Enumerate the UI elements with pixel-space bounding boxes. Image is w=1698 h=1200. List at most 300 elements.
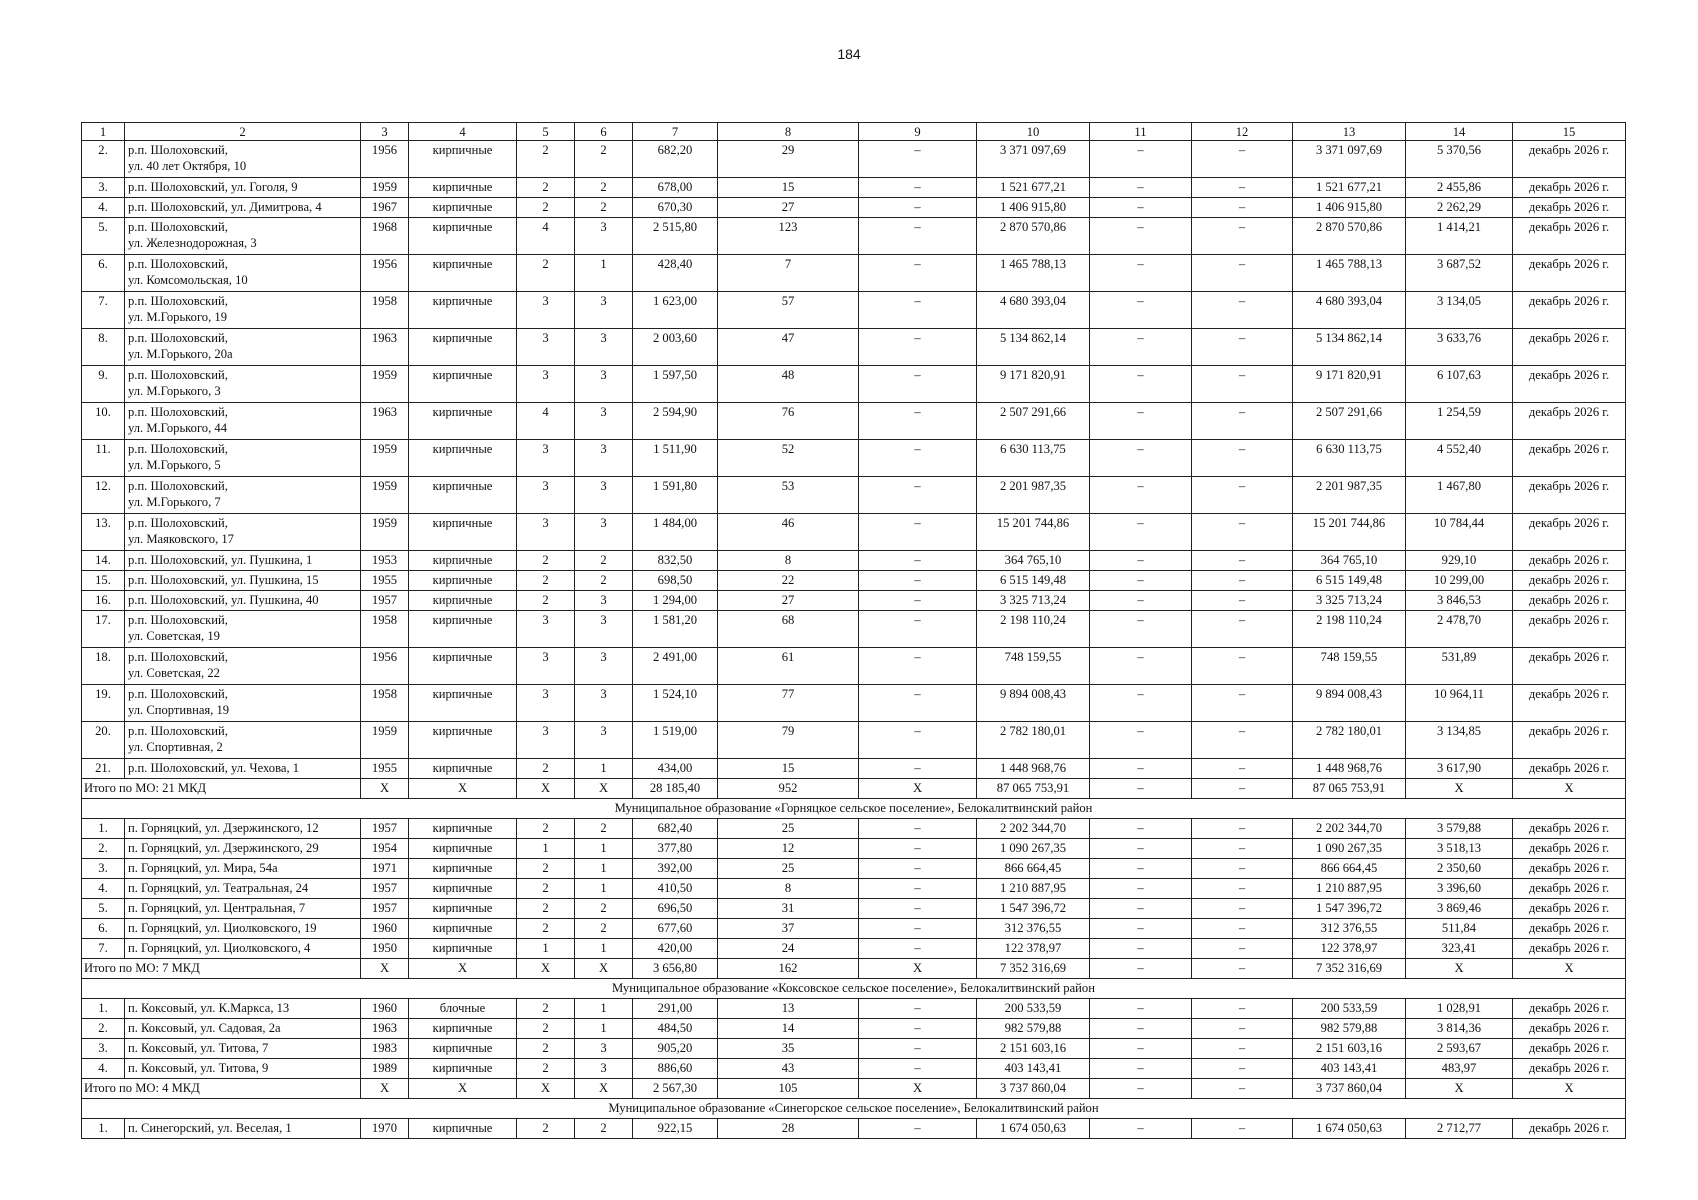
col-col13: 1 547 396,72 <box>1293 899 1406 919</box>
col-cost-per-m2: 10 299,00 <box>1406 571 1513 591</box>
col-area: 1 581,20 <box>633 611 718 648</box>
col-col13: 2 870 570,86 <box>1293 218 1406 255</box>
col-col11: – <box>1090 722 1192 759</box>
col-col11: – <box>1090 292 1192 329</box>
col-address: р.п. Шолоховский, ул. Маяковского, 17 <box>125 514 361 551</box>
col-col11: – <box>1090 1039 1192 1059</box>
col-floors: 3 <box>517 329 575 366</box>
col-col12: – <box>1192 292 1293 329</box>
col-cost-per-m2: 3 134,05 <box>1406 292 1513 329</box>
col-col12: – <box>1192 218 1293 255</box>
col-residents: 123 <box>718 218 859 255</box>
col-cost-per-m2: 2 350,60 <box>1406 859 1513 879</box>
col-floors: 3 <box>517 648 575 685</box>
col-residents: 76 <box>718 403 859 440</box>
col-floors: 3 <box>517 722 575 759</box>
table-row <box>82 477 1626 514</box>
table-row <box>82 685 1626 722</box>
col-cost-per-m2: 2 593,67 <box>1406 1039 1513 1059</box>
total-label: Итого по МО: 21 МКД <box>82 779 361 799</box>
col-year: 1955 <box>361 759 409 779</box>
col-residents: 25 <box>718 859 859 879</box>
col-residents: 12 <box>718 839 859 859</box>
col-entrances: 2 <box>575 919 633 939</box>
col-col9: – <box>859 839 977 859</box>
col-area: 677,60 <box>633 919 718 939</box>
col-address: р.п. Шолоховский, ул. Пушкина, 40 <box>125 591 361 611</box>
col-area: 905,20 <box>633 1039 718 1059</box>
total-cell-col-entrances: Х <box>575 1079 633 1099</box>
col-col12: – <box>1192 571 1293 591</box>
col-residents: 77 <box>718 685 859 722</box>
col-col11: – <box>1090 879 1192 899</box>
total-cell-col-total-cost: 87 065 753,91 <box>977 779 1090 799</box>
col-residents: 61 <box>718 648 859 685</box>
col-wall-material: кирпичные <box>409 178 517 198</box>
col-wall-material: кирпичные <box>409 859 517 879</box>
column-number-header: 4 <box>409 123 517 141</box>
col-residents: 8 <box>718 879 859 899</box>
col-col12: – <box>1192 879 1293 899</box>
col-col13: 122 378,97 <box>1293 939 1406 959</box>
col-col9: – <box>859 819 977 839</box>
col-cost-per-m2: 6 107,63 <box>1406 366 1513 403</box>
total-cell-col-residents: 105 <box>718 1079 859 1099</box>
col-residents: 29 <box>718 141 859 178</box>
col-col12: – <box>1192 722 1293 759</box>
total-cell-col-col12: – <box>1192 1079 1293 1099</box>
col-col9: – <box>859 591 977 611</box>
col-col9: – <box>859 551 977 571</box>
col-floors: 2 <box>517 591 575 611</box>
col-area: 1 484,00 <box>633 514 718 551</box>
col-deadline: декабрь 2026 г. <box>1513 648 1626 685</box>
col-num: 18. <box>82 648 125 685</box>
table-row <box>82 255 1626 292</box>
table-row <box>82 759 1626 779</box>
col-address: р.п. Шолоховский, ул. М.Горького, 7 <box>125 477 361 514</box>
col-col11: – <box>1090 366 1192 403</box>
col-wall-material: кирпичные <box>409 514 517 551</box>
col-col11: – <box>1090 551 1192 571</box>
col-residents: 48 <box>718 366 859 403</box>
col-col12: – <box>1192 551 1293 571</box>
col-deadline: декабрь 2026 г. <box>1513 440 1626 477</box>
col-cost-per-m2: 1 254,59 <box>1406 403 1513 440</box>
col-num: 2. <box>82 839 125 859</box>
col-num: 12. <box>82 477 125 514</box>
col-floors: 3 <box>517 477 575 514</box>
col-deadline: декабрь 2026 г. <box>1513 1039 1626 1059</box>
col-col11: – <box>1090 999 1192 1019</box>
col-col11: – <box>1090 819 1192 839</box>
total-cell-col-col11: – <box>1090 959 1192 979</box>
col-col12: – <box>1192 759 1293 779</box>
total-row <box>82 959 1626 979</box>
table-row <box>82 218 1626 255</box>
col-address: р.п. Шолоховский, ул. М.Горького, 5 <box>125 440 361 477</box>
col-deadline: декабрь 2026 г. <box>1513 292 1626 329</box>
col-address: р.п. Шолоховский, ул. Димитрова, 4 <box>125 198 361 218</box>
col-deadline: декабрь 2026 г. <box>1513 1019 1626 1039</box>
total-cell-col-col13: 3 737 860,04 <box>1293 1079 1406 1099</box>
col-num: 7. <box>82 292 125 329</box>
col-year: 1971 <box>361 859 409 879</box>
col-col9: – <box>859 366 977 403</box>
col-residents: 31 <box>718 899 859 919</box>
col-col13: 403 143,41 <box>1293 1059 1406 1079</box>
col-num: 17. <box>82 611 125 648</box>
col-col13: 6 630 113,75 <box>1293 440 1406 477</box>
col-area: 410,50 <box>633 879 718 899</box>
col-year: 1953 <box>361 551 409 571</box>
col-col13: 1 521 677,21 <box>1293 178 1406 198</box>
col-address: р.п. Шолоховский, ул. Комсомольская, 10 <box>125 255 361 292</box>
col-num: 4. <box>82 1059 125 1079</box>
col-floors: 2 <box>517 999 575 1019</box>
table-row <box>82 919 1626 939</box>
total-cell-col-deadline: Х <box>1513 1079 1626 1099</box>
col-num: 19. <box>82 685 125 722</box>
col-deadline: декабрь 2026 г. <box>1513 366 1626 403</box>
table-row <box>82 329 1626 366</box>
col-floors: 1 <box>517 839 575 859</box>
col-floors: 2 <box>517 819 575 839</box>
col-deadline: декабрь 2026 г. <box>1513 591 1626 611</box>
col-floors: 1 <box>517 939 575 959</box>
col-wall-material: кирпичные <box>409 1059 517 1079</box>
col-cost-per-m2: 2 262,29 <box>1406 198 1513 218</box>
column-number-header: 1 <box>82 123 125 141</box>
col-address: п. Горняцкий, ул. Мира, 54а <box>125 859 361 879</box>
col-total-cost: 1 521 677,21 <box>977 178 1090 198</box>
col-col12: – <box>1192 685 1293 722</box>
col-col12: – <box>1192 255 1293 292</box>
total-cell-col-col13: 87 065 753,91 <box>1293 779 1406 799</box>
col-col9: – <box>859 141 977 178</box>
col-wall-material: кирпичные <box>409 879 517 899</box>
col-year: 1954 <box>361 839 409 859</box>
col-address: п. Коксовый, ул. К.Маркса, 13 <box>125 999 361 1019</box>
col-total-cost: 2 201 987,35 <box>977 477 1090 514</box>
section-header-row <box>82 979 1626 999</box>
table-row <box>82 999 1626 1019</box>
table-row <box>82 141 1626 178</box>
col-wall-material: кирпичные <box>409 292 517 329</box>
section-header-row <box>82 1099 1626 1119</box>
table-row <box>82 611 1626 648</box>
col-wall-material: кирпичные <box>409 722 517 759</box>
col-num: 5. <box>82 218 125 255</box>
col-num: 10. <box>82 403 125 440</box>
col-deadline: декабрь 2026 г. <box>1513 178 1626 198</box>
col-address: п. Горняцкий, ул. Циолковского, 19 <box>125 919 361 939</box>
table-row <box>82 899 1626 919</box>
col-entrances: 2 <box>575 899 633 919</box>
col-col12: – <box>1192 1039 1293 1059</box>
col-col11: – <box>1090 648 1192 685</box>
col-floors: 3 <box>517 685 575 722</box>
col-deadline: декабрь 2026 г. <box>1513 1059 1626 1079</box>
col-col13: 2 198 110,24 <box>1293 611 1406 648</box>
col-floors: 2 <box>517 759 575 779</box>
col-address: п. Горняцкий, ул. Центральная, 7 <box>125 899 361 919</box>
col-num: 8. <box>82 329 125 366</box>
total-cell-col-total-cost: 3 737 860,04 <box>977 1079 1090 1099</box>
col-area: 682,40 <box>633 819 718 839</box>
col-entrances: 1 <box>575 1019 633 1039</box>
col-floors: 2 <box>517 178 575 198</box>
table-row <box>82 571 1626 591</box>
col-col13: 866 664,45 <box>1293 859 1406 879</box>
col-total-cost: 3 371 097,69 <box>977 141 1090 178</box>
col-year: 1959 <box>361 440 409 477</box>
col-floors: 2 <box>517 1119 575 1139</box>
col-col11: – <box>1090 440 1192 477</box>
col-deadline: декабрь 2026 г. <box>1513 939 1626 959</box>
col-num: 4. <box>82 879 125 899</box>
col-deadline: декабрь 2026 г. <box>1513 759 1626 779</box>
col-total-cost: 982 579,88 <box>977 1019 1090 1039</box>
table-row <box>82 859 1626 879</box>
col-col12: – <box>1192 141 1293 178</box>
col-num: 1. <box>82 1119 125 1139</box>
column-number-header: 15 <box>1513 123 1626 141</box>
col-year: 1958 <box>361 611 409 648</box>
col-year: 1959 <box>361 722 409 759</box>
col-address: п. Коксовый, ул. Титова, 9 <box>125 1059 361 1079</box>
col-year: 1963 <box>361 403 409 440</box>
col-total-cost: 312 376,55 <box>977 919 1090 939</box>
col-entrances: 3 <box>575 514 633 551</box>
col-col9: – <box>859 1019 977 1039</box>
col-total-cost: 6 630 113,75 <box>977 440 1090 477</box>
col-col12: – <box>1192 403 1293 440</box>
total-cell-col-year: Х <box>361 1079 409 1099</box>
col-area: 1 294,00 <box>633 591 718 611</box>
col-cost-per-m2: 1 028,91 <box>1406 999 1513 1019</box>
col-col13: 364 765,10 <box>1293 551 1406 571</box>
col-total-cost: 403 143,41 <box>977 1059 1090 1079</box>
col-col11: – <box>1090 198 1192 218</box>
col-floors: 2 <box>517 255 575 292</box>
col-area: 291,00 <box>633 999 718 1019</box>
col-col9: – <box>859 759 977 779</box>
column-number-header: 7 <box>633 123 718 141</box>
col-deadline: декабрь 2026 г. <box>1513 198 1626 218</box>
col-address: п. Горняцкий, ул. Театральная, 24 <box>125 879 361 899</box>
col-cost-per-m2: 3 846,53 <box>1406 591 1513 611</box>
col-floors: 2 <box>517 919 575 939</box>
table-row <box>82 1039 1626 1059</box>
column-number-header: 6 <box>575 123 633 141</box>
col-deadline: декабрь 2026 г. <box>1513 571 1626 591</box>
col-num: 21. <box>82 759 125 779</box>
col-num: 16. <box>82 591 125 611</box>
total-row <box>82 779 1626 799</box>
col-entrances: 3 <box>575 1059 633 1079</box>
col-num: 2. <box>82 1019 125 1039</box>
col-deadline: декабрь 2026 г. <box>1513 859 1626 879</box>
col-cost-per-m2: 2 478,70 <box>1406 611 1513 648</box>
col-entrances: 1 <box>575 859 633 879</box>
col-wall-material: кирпичные <box>409 1119 517 1139</box>
col-wall-material: кирпичные <box>409 919 517 939</box>
col-total-cost: 1 090 267,35 <box>977 839 1090 859</box>
col-col12: – <box>1192 819 1293 839</box>
total-cell-col-area: 28 185,40 <box>633 779 718 799</box>
total-cell-col-col9: Х <box>859 1079 977 1099</box>
total-cell-col-area: 3 656,80 <box>633 959 718 979</box>
col-area: 698,50 <box>633 571 718 591</box>
col-area: 1 591,80 <box>633 477 718 514</box>
col-col9: – <box>859 611 977 648</box>
col-col13: 2 151 603,16 <box>1293 1039 1406 1059</box>
col-address: р.п. Шолоховский, ул. М.Горького, 19 <box>125 292 361 329</box>
col-area: 484,50 <box>633 1019 718 1039</box>
col-num: 20. <box>82 722 125 759</box>
col-deadline: декабрь 2026 г. <box>1513 611 1626 648</box>
table-row <box>82 292 1626 329</box>
col-entrances: 3 <box>575 403 633 440</box>
col-deadline: декабрь 2026 г. <box>1513 839 1626 859</box>
col-entrances: 3 <box>575 648 633 685</box>
col-total-cost: 1 210 887,95 <box>977 879 1090 899</box>
col-floors: 4 <box>517 403 575 440</box>
col-residents: 15 <box>718 759 859 779</box>
col-year: 1958 <box>361 685 409 722</box>
col-col9: – <box>859 722 977 759</box>
col-cost-per-m2: 4 552,40 <box>1406 440 1513 477</box>
col-col12: – <box>1192 366 1293 403</box>
col-deadline: декабрь 2026 г. <box>1513 722 1626 759</box>
col-wall-material: кирпичные <box>409 819 517 839</box>
col-col9: – <box>859 1059 977 1079</box>
col-area: 696,50 <box>633 899 718 919</box>
col-wall-material: кирпичные <box>409 366 517 403</box>
total-cell-col-floors: Х <box>517 779 575 799</box>
total-cell-col-year: Х <box>361 959 409 979</box>
col-floors: 3 <box>517 440 575 477</box>
col-col13: 15 201 744,86 <box>1293 514 1406 551</box>
col-address: р.п. Шолоховский, ул. Чехова, 1 <box>125 759 361 779</box>
total-cell-col-wall-material: Х <box>409 959 517 979</box>
col-entrances: 3 <box>575 292 633 329</box>
col-cost-per-m2: 2 712,77 <box>1406 1119 1513 1139</box>
col-entrances: 3 <box>575 1039 633 1059</box>
table-row <box>82 1019 1626 1039</box>
col-col12: – <box>1192 859 1293 879</box>
col-cost-per-m2: 3 617,90 <box>1406 759 1513 779</box>
col-total-cost: 2 782 180,01 <box>977 722 1090 759</box>
col-wall-material: кирпичные <box>409 648 517 685</box>
col-col13: 9 894 008,43 <box>1293 685 1406 722</box>
col-cost-per-m2: 5 370,56 <box>1406 141 1513 178</box>
col-deadline: декабрь 2026 г. <box>1513 218 1626 255</box>
col-wall-material: кирпичные <box>409 477 517 514</box>
col-address: р.п. Шолоховский, ул. Железнодорожная, 3 <box>125 218 361 255</box>
col-col13: 5 134 862,14 <box>1293 329 1406 366</box>
col-num: 4. <box>82 198 125 218</box>
col-deadline: декабрь 2026 г. <box>1513 919 1626 939</box>
col-col12: – <box>1192 899 1293 919</box>
table-row <box>82 939 1626 959</box>
col-wall-material: кирпичные <box>409 685 517 722</box>
col-floors: 2 <box>517 899 575 919</box>
col-floors: 2 <box>517 1059 575 1079</box>
col-col13: 1 210 887,95 <box>1293 879 1406 899</box>
col-col12: – <box>1192 1119 1293 1139</box>
col-col13: 1 465 788,13 <box>1293 255 1406 292</box>
total-cell-col-area: 2 567,30 <box>633 1079 718 1099</box>
col-total-cost: 866 664,45 <box>977 859 1090 879</box>
col-col9: – <box>859 879 977 899</box>
col-col11: – <box>1090 514 1192 551</box>
col-address: п. Горняцкий, ул. Дзержинского, 12 <box>125 819 361 839</box>
total-cell-col-residents: 162 <box>718 959 859 979</box>
col-entrances: 3 <box>575 329 633 366</box>
col-cost-per-m2: 10 784,44 <box>1406 514 1513 551</box>
col-total-cost: 1 674 050,63 <box>977 1119 1090 1139</box>
col-col11: – <box>1090 571 1192 591</box>
section-title: Муниципальное образование «Коксовское сельское поселение», Белокалитвинский район <box>82 979 1626 999</box>
col-col13: 1 090 267,35 <box>1293 839 1406 859</box>
col-total-cost: 364 765,10 <box>977 551 1090 571</box>
col-num: 3. <box>82 178 125 198</box>
col-wall-material: кирпичные <box>409 1019 517 1039</box>
section-header-row <box>82 799 1626 819</box>
col-total-cost: 2 507 291,66 <box>977 403 1090 440</box>
col-entrances: 2 <box>575 1119 633 1139</box>
col-address: р.п. Шолоховский, ул. Гоголя, 9 <box>125 178 361 198</box>
col-wall-material: кирпичные <box>409 899 517 919</box>
col-cost-per-m2: 511,84 <box>1406 919 1513 939</box>
col-wall-material: кирпичные <box>409 939 517 959</box>
col-col11: – <box>1090 759 1192 779</box>
col-floors: 2 <box>517 141 575 178</box>
col-wall-material: кирпичные <box>409 198 517 218</box>
col-residents: 35 <box>718 1039 859 1059</box>
col-floors: 3 <box>517 611 575 648</box>
col-col9: – <box>859 685 977 722</box>
col-address: р.п. Шолоховский, ул. М.Горького, 20а <box>125 329 361 366</box>
col-col11: – <box>1090 859 1192 879</box>
col-area: 886,60 <box>633 1059 718 1079</box>
col-area: 392,00 <box>633 859 718 879</box>
col-total-cost: 2 202 344,70 <box>977 819 1090 839</box>
col-total-cost: 2 198 110,24 <box>977 611 1090 648</box>
col-col11: – <box>1090 1019 1192 1039</box>
col-deadline: декабрь 2026 г. <box>1513 819 1626 839</box>
col-col11: – <box>1090 1059 1192 1079</box>
col-address: р.п. Шолоховский, ул. Советская, 19 <box>125 611 361 648</box>
col-entrances: 2 <box>575 571 633 591</box>
col-num: 2. <box>82 141 125 178</box>
col-residents: 13 <box>718 999 859 1019</box>
col-cost-per-m2: 10 964,11 <box>1406 685 1513 722</box>
total-cell-col-cost-per-m2: Х <box>1406 1079 1513 1099</box>
col-residents: 8 <box>718 551 859 571</box>
col-col12: – <box>1192 611 1293 648</box>
col-area: 678,00 <box>633 178 718 198</box>
col-cost-per-m2: 3 396,60 <box>1406 879 1513 899</box>
col-residents: 46 <box>718 514 859 551</box>
total-cell-col-residents: 952 <box>718 779 859 799</box>
col-wall-material: кирпичные <box>409 591 517 611</box>
col-address: р.п. Шолоховский, ул. Спортивная, 19 <box>125 685 361 722</box>
total-cell-col-col11: – <box>1090 779 1192 799</box>
col-col12: – <box>1192 1019 1293 1039</box>
